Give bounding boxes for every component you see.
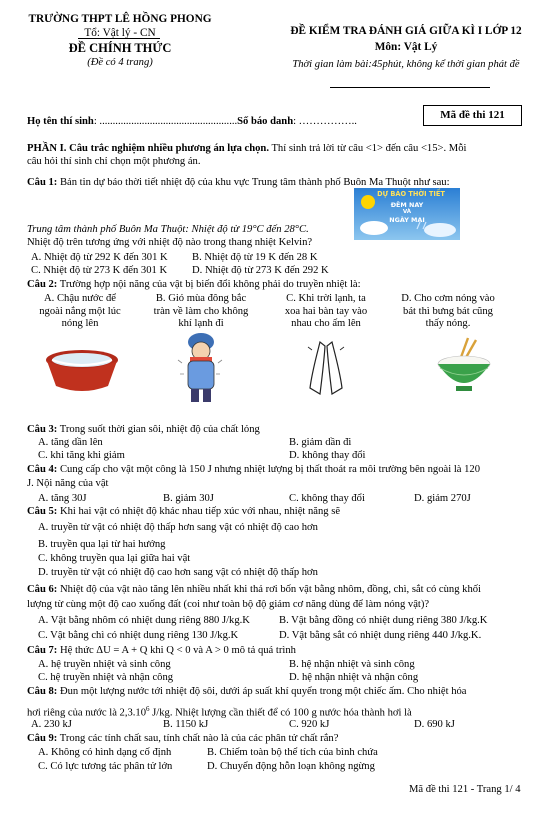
q2-option-d[interactable]: [386, 293, 510, 331]
sbd-dots: : ……………..: [293, 116, 357, 127]
part1-line1: [27, 143, 466, 156]
q3-stem: [27, 424, 260, 437]
q2-a-line3: nóng lên: [61, 318, 99, 330]
q2-c-line1: C. Khi trời lạnh, ta: [286, 293, 366, 304]
school-name: TRƯỜNG THPT LÊ HỒNG PHONG: [28, 13, 212, 25]
q8-text-b1: hơi riêng của nước là 2,3.10: [27, 707, 147, 719]
q1-option-a[interactable]: A. Nhiệt độ từ 292 K đến 301 K: [31, 252, 168, 263]
q7-option-d[interactable]: D. hệ nhận nhiệt và nhận công: [289, 672, 419, 683]
weather-img-title: DỰ BÁO THỜI TIẾT: [377, 190, 445, 198]
exam-subject: Môn: Vật Lý: [374, 41, 438, 53]
q7-text: Hệ thức ΔU = A + Q khi Q < 0 và A > 0 mô tả quá trình: [59, 645, 296, 656]
exam-title: ĐỀ KIỂM TRA ĐÁNH GIÁ GIỮA KÌ I LỚP 12: [290, 25, 522, 37]
q2-c-line3: nhau cho ấm lên: [291, 318, 361, 330]
q8-option-d[interactable]: D. 690 kJ: [414, 719, 455, 730]
q2-a-line2: ngoài nắng một lúc: [39, 305, 121, 317]
q9-option-a[interactable]: A. Không có hình dạng cố định: [38, 747, 172, 758]
q4-label: Câu 4:: [27, 464, 58, 475]
q8-option-b[interactable]: B. 1150 kJ: [163, 719, 209, 730]
q6-text: Nhiệt độ của vật nào tăng lên nhiều nhất khi thả rơi bốn vật bằng nhôm, đồng, chì, sắt có cùng khối: [59, 584, 481, 595]
q3-option-d[interactable]: D. không thay đổi: [289, 450, 366, 461]
q6-stem-line1: [27, 584, 481, 597]
q8-label: Câu 8:: [27, 686, 58, 697]
q2-text: Trường hợp nội năng của vật bị biến đổi không phải do truyền nhiệt là:: [59, 279, 361, 290]
page-count-note: (Đề có 4 trang): [87, 57, 153, 68]
q5-option-c[interactable]: C. không truyền qua lại giữa hai vật: [38, 553, 191, 564]
q7-option-b[interactable]: B. hệ nhận nhiệt và sinh công: [289, 659, 415, 670]
q4-option-d[interactable]: D. giảm 270J: [414, 493, 471, 504]
q3-option-a[interactable]: A. tăng dần lên: [38, 437, 103, 448]
q4-text: Cung cấp cho vật một công là 150 J nhưng nhiệt lượng bị thất thoát ra môi trường bên ngoài là 120: [59, 464, 480, 475]
q3-option-c[interactable]: C. khi tăng khi giảm: [38, 450, 125, 461]
q8-text: Đun một lượng nước tới nhiệt độ sôi, dưới áp suất khí quyển trong một chiếc ấm. Cho nhiệt hóa: [59, 686, 467, 697]
q2-a-line1: A. Chậu nước để: [44, 293, 116, 304]
q1-option-b[interactable]: B. Nhiệt độ từ 19 K đến 28 K: [192, 252, 318, 263]
q2-b-line3: khí lạnh đi: [178, 318, 224, 330]
q8-text-b2: J/kg. Nhiệt lượng cần thiết để có 100 g nước hóa thành hơi là: [149, 707, 412, 719]
q2-option-b[interactable]: [138, 293, 264, 331]
q5-option-b[interactable]: B. truyền qua lại từ hai hướng: [38, 539, 166, 550]
q6-option-b[interactable]: B. Vật bằng đồng có nhiệt dung riêng 380 J/kg.K: [279, 615, 488, 626]
header-underline: [78, 38, 160, 39]
q5-stem: [27, 506, 340, 519]
q7-stem: [27, 645, 296, 658]
q2-option-c[interactable]: [268, 293, 384, 331]
cold-person-icon: [176, 330, 226, 410]
q8-option-c[interactable]: C. 920 kJ: [289, 719, 330, 730]
q2-b-line2: tràn về làm cho không: [153, 305, 249, 317]
q2-c-line2: xoa hai bàn tay vào: [284, 305, 368, 317]
exam-time: Thời gian làm bài:45phút, không kể thời gian phát đề: [292, 59, 520, 70]
q4-option-a[interactable]: A. tăng 30J: [38, 493, 87, 504]
q9-text: Trong các tính chất sau, tính chất nào là của các phân tử chất rắn?: [59, 733, 339, 744]
page-footer: Mã đề thi 121 - Trang 1/ 4: [409, 784, 521, 795]
q9-option-d[interactable]: D. Chuyển động hỗn loạn không ngừng: [207, 761, 375, 772]
part1-instruction: Thí sinh trả lời từ câu <1> đến câu <15>. Mỗi: [271, 143, 467, 154]
q9-stem: [27, 733, 338, 746]
sbd-label: Số báo danh: [237, 116, 294, 127]
q6-label: Câu 6:: [27, 584, 58, 595]
q1-question: Nhiệt độ trên tương ứng với nhiệt độ nào trong thang nhiệt Kelvin?: [27, 237, 313, 248]
official-label: ĐỀ CHÍNH THỨC: [68, 41, 172, 55]
q1-text: Bản tin dự báo thời tiết nhiệt độ của khu vực Trung tâm thành phố Buôn Ma Thuột như sau:: [59, 177, 450, 188]
q3-option-b[interactable]: B. giảm dần đi: [289, 437, 352, 448]
water-basin-icon: [42, 346, 122, 396]
q3-label: Câu 3:: [27, 424, 58, 435]
part1-line2: câu hỏi thí sinh chỉ chọn một phương án.: [27, 156, 201, 167]
q6-option-c[interactable]: C. Vật bằng chì có nhiệt dung riêng 130 J/kg.K: [38, 630, 239, 641]
q8-stem-line1: [27, 686, 467, 699]
q5-text: Khi hai vật có nhiệt độ khác nhau tiếp xúc với nhau, nhiệt năng sẽ: [59, 506, 341, 517]
rubbing-hands-icon: [298, 338, 354, 398]
student-name-line: [27, 116, 357, 129]
q9-label: Câu 9:: [27, 733, 58, 744]
weather-img-line2: ĐÊM NAY: [390, 201, 424, 209]
q1-quote: Trung tâm thành phố Buôn Ma Thuột: Nhiệt độ từ 19°C đến 28°C.: [27, 224, 309, 235]
student-name-dots: : ....................................................: [93, 116, 238, 127]
weather-img-line4: NGÀY MAI: [389, 216, 425, 224]
rice-bowl-icon: [430, 332, 500, 402]
q6-stem-line2: lượng từ cùng một độ cao xuống đất (coi như toàn bộ độ giảm cơ năng dùng để làm nóng vật)?: [27, 599, 430, 610]
part1-title: PHẦN I. Câu trắc nghiệm nhiều phương án lựa chọn.: [27, 143, 269, 154]
department: Tổ: Vật lý - CN: [84, 27, 156, 39]
exam-code-box: Mã đề thi 121: [423, 105, 522, 126]
q2-d-line2: bát thì bưng bát cũng: [403, 305, 493, 317]
q2-label: Câu 2:: [27, 279, 58, 290]
q8-stem-line2: [27, 703, 412, 720]
q7-option-a[interactable]: A. hệ truyền nhiệt và sinh công: [38, 659, 171, 670]
q4-stem-line1: [27, 464, 480, 477]
q1-label: Câu 1:: [27, 177, 58, 188]
q5-label: Câu 5:: [27, 506, 58, 517]
q9-option-b[interactable]: B. Chiếm toàn bộ thể tích của bình chứa: [207, 747, 378, 758]
q7-option-c[interactable]: C. hệ truyền nhiệt và nhận công: [38, 672, 174, 683]
q2-d-line3: thấy nóng.: [425, 318, 471, 330]
q4-option-c[interactable]: C. không thay đổi: [289, 493, 365, 504]
q8-option-a[interactable]: A. 230 kJ: [31, 719, 72, 730]
q7-label: Câu 7:: [27, 645, 58, 656]
q5-option-d[interactable]: D. truyền từ vật có nhiệt độ cao hơn sang vật có nhiệt độ thấp hơn: [38, 567, 318, 578]
q2-d-line1: D. Cho cơm nóng vào: [401, 293, 495, 304]
weather-forecast-image: [354, 188, 460, 240]
q6-option-a[interactable]: A. Vật bằng nhôm có nhiệt dung riêng 880 J/kg.K: [38, 615, 250, 626]
q1-option-d[interactable]: D. Nhiệt độ từ 273 K đến 292 K: [192, 265, 329, 276]
q1-option-c[interactable]: C. Nhiệt độ từ 273 K đến 301 K: [31, 265, 168, 276]
q2-stem: [27, 279, 361, 292]
weather-img-line3: VÀ: [402, 209, 412, 215]
q6-option-d[interactable]: D. Vật bằng sắt có nhiệt dung riêng 440 J/kg.K.: [279, 630, 482, 641]
q4-stem-line2: J. Nội năng của vật: [27, 478, 109, 489]
q2-option-a[interactable]: [20, 293, 140, 331]
student-name-label: Họ tên thí sinh: [27, 116, 94, 127]
header-rule: [330, 87, 490, 88]
q3-text: Trong suốt thời gian sôi, nhiệt độ của chất lỏng: [59, 424, 260, 435]
q4-option-b[interactable]: B. giảm 30J: [163, 493, 214, 504]
q2-b-line1: B. Gió mùa đông bắc: [155, 293, 247, 304]
q8-exponent: 6: [146, 705, 150, 713]
q9-option-c[interactable]: C. Có lực tương tác phân tử lớn: [38, 761, 173, 772]
q5-option-a[interactable]: A. truyền từ vật có nhiệt độ thấp hơn sang vật có nhiệt độ cao hơn: [38, 522, 318, 533]
